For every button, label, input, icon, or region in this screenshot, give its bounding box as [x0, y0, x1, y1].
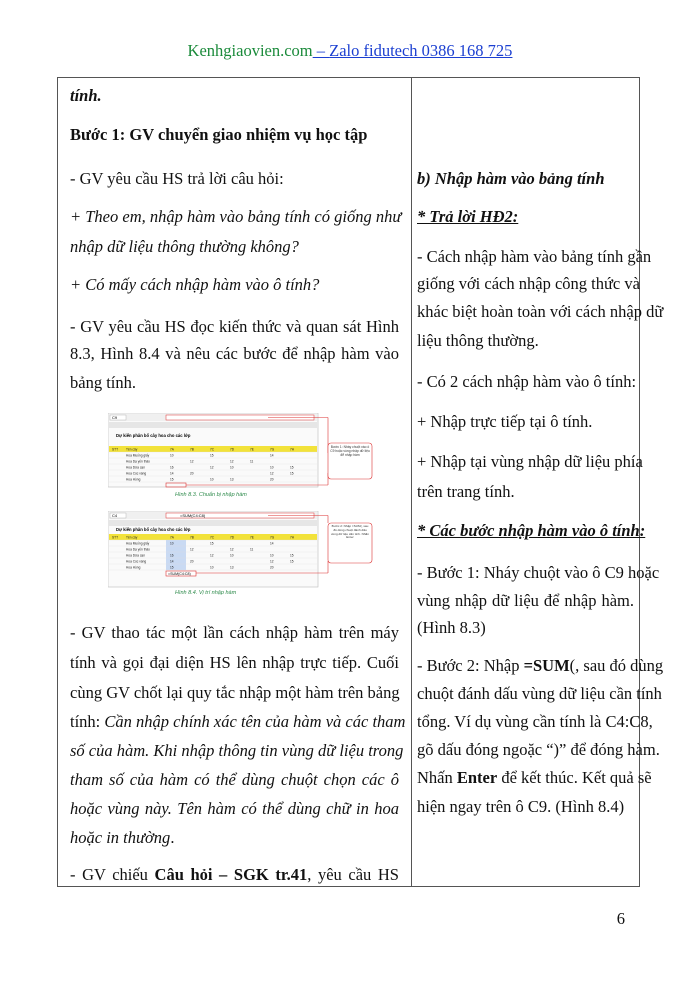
svg-text:7B: 7B: [190, 535, 194, 540]
svg-text:12: 12: [190, 459, 194, 464]
right-line: - Cách nhập hàm vào bảng tính gần: [417, 247, 652, 266]
right-line: [417, 656, 664, 676]
svg-text:20: 20: [270, 477, 274, 482]
steps-heading: * Các bước nhập hàm vào ô tính:: [417, 521, 646, 540]
left-line: + Có mấy cách nhập hàm vào ô tính?: [70, 275, 320, 294]
svg-text:16: 16: [170, 553, 174, 558]
svg-text:15: 15: [290, 471, 294, 476]
svg-text:12: 12: [230, 459, 234, 464]
right-line: khác biệt hoàn toàn với cách nhập dữ: [417, 302, 664, 321]
right-text: để kết thúc. Kết quả sẽ: [497, 768, 652, 787]
svg-text:10: 10: [270, 465, 274, 470]
svg-text:13: 13: [230, 477, 234, 482]
svg-text:15: 15: [170, 565, 174, 570]
right-line: hiện ngay trên ô C9. (Hình 8.4): [417, 797, 625, 816]
fig2-cell-formula: =SUM(C4:C8): [168, 572, 191, 576]
right-line: trên trang tính.: [417, 482, 515, 501]
fig1-namebox: C9: [112, 415, 118, 420]
fig2-callout: Bước 2: Nhập =SUM(, sau đó dùng chuột đánh dấu vùng dữ liệu cần tính. Nhấn Enter: [330, 525, 370, 540]
left-line: - GV yêu cầu HS trả lời câu hỏi:: [70, 169, 284, 188]
svg-text:20: 20: [270, 565, 274, 570]
left-line: [70, 865, 399, 885]
right-line: + Nhập trực tiếp tại ô tính.: [417, 412, 593, 431]
svg-text:Hoa Dừa cạn: Hoa Dừa cạn: [126, 465, 145, 470]
fig2-title: Dự kiến phân bổ cây hoa cho các lớp: [116, 527, 191, 532]
svg-text:Tên cây: Tên cây: [126, 535, 138, 540]
right-line: + Nhập tại vùng nhập dữ liệu phía: [417, 452, 643, 471]
svg-text:7G: 7G: [270, 447, 275, 452]
left-line: [70, 712, 406, 732]
svg-text:12: 12: [230, 547, 234, 552]
svg-text:14: 14: [270, 541, 274, 546]
svg-text:Hoa Cúc vàng: Hoa Cúc vàng: [126, 471, 147, 476]
svg-text:7C: 7C: [210, 447, 215, 452]
site-name[interactable]: Kenhgiaovien.com: [187, 41, 313, 60]
svg-text:20: 20: [190, 471, 194, 476]
step1-heading: Bước 1: GV chuyển giao nhiệm vụ học tập: [70, 125, 368, 144]
left-line: + Theo em, nhập hàm vào bảng tính có giống như: [70, 207, 402, 226]
svg-text:11: 11: [250, 547, 254, 552]
svg-text:7H: 7H: [290, 535, 295, 540]
svg-text:16: 16: [170, 465, 174, 470]
left-line: số của hàm. Khi nhập thông tin vùng dữ liệu trong: [70, 741, 404, 760]
right-text: (, sau đó dùng: [569, 656, 664, 675]
svg-text:13: 13: [230, 565, 234, 570]
right-line: [417, 768, 652, 788]
svg-text:7E: 7E: [250, 535, 254, 540]
svg-text:7H: 7H: [290, 447, 295, 452]
svg-text:Hoa Cúc vàng: Hoa Cúc vàng: [126, 559, 147, 564]
right-line: chuột đánh dấu vùng dữ liệu cần tính: [417, 684, 662, 703]
svg-text:10: 10: [210, 565, 214, 570]
svg-text:Hoa Dạ yến thảo: Hoa Dạ yến thảo: [126, 547, 150, 552]
svg-text:Hoa Muống giấy: Hoa Muống giấy: [126, 453, 150, 458]
left-line: tính và gọi đại diện HS lên nhập trực tiếp. Cuối: [70, 653, 399, 672]
svg-text:STT: STT: [112, 535, 119, 540]
svg-text:7D: 7D: [230, 535, 235, 540]
left-text: , yêu cầu HS: [307, 865, 399, 884]
page-number: 6: [616, 909, 625, 928]
svg-text:Hoa Hồng: Hoa Hồng: [126, 565, 141, 570]
svg-text:10: 10: [170, 453, 174, 458]
svg-text:10: 10: [210, 477, 214, 482]
svg-text:11: 11: [250, 459, 254, 464]
svg-text:7C: 7C: [210, 535, 215, 540]
left-text-italic: Cần nhập chính xác tên của hàm và các tham: [104, 712, 406, 731]
figure-8-3: [108, 413, 398, 515]
right-text-bold: =SUM: [523, 656, 570, 675]
left-line: tính.: [70, 86, 102, 105]
lesson-table: [57, 77, 664, 887]
left-text-italic: hoặc in thường: [70, 828, 171, 847]
right-line: liệu thông thường.: [417, 331, 539, 350]
right-text: - Bước 2: Nhập: [417, 656, 524, 675]
fig2-namebox: C4: [112, 513, 118, 518]
svg-text:7A: 7A: [170, 447, 174, 452]
contact-link[interactable]: Zalo fidutech 0386 168 725: [329, 41, 513, 60]
section-b-heading: b) Nhập hàm vào bảng tính: [417, 169, 605, 188]
svg-text:7E: 7E: [250, 447, 254, 452]
left-line: - GV yêu cầu HS đọc kiến thức và quan sát Hình: [70, 317, 399, 336]
fig2-formula-bar: =SUM(C4:C8): [180, 513, 206, 518]
svg-text:15: 15: [290, 559, 294, 564]
svg-text:10: 10: [230, 465, 234, 470]
svg-text:15: 15: [170, 477, 174, 482]
fig2-caption: Hình 8.4. Vị trí nhập hàm: [175, 590, 237, 596]
svg-text:STT: STT: [112, 447, 119, 452]
svg-text:7D: 7D: [230, 447, 235, 452]
answer-hd2-heading: * Trả lời HĐ2:: [417, 207, 519, 226]
svg-text:15: 15: [290, 553, 294, 558]
fig1-title: Dự kiến phân bổ cây hoa cho các lớp: [116, 433, 191, 438]
svg-text:10: 10: [170, 541, 174, 546]
svg-text:14: 14: [170, 471, 174, 476]
svg-text:12: 12: [270, 471, 274, 476]
fig1-caption: Hình 8.3. Chuẩn bị nhập hàm: [175, 492, 247, 498]
svg-text:12: 12: [210, 465, 214, 470]
left-line: hoặc vùng này. Tên hàm có thể dùng chữ in hoa: [70, 799, 399, 818]
left-text: tính:: [70, 712, 105, 731]
svg-text:12: 12: [190, 547, 194, 552]
svg-text:7G: 7G: [270, 535, 275, 540]
left-line: [70, 828, 399, 848]
right-text-bold: Enter: [456, 768, 498, 787]
header-separator: –: [312, 41, 330, 60]
right-line: - Có 2 cách nhập hàm vào ô tính:: [417, 372, 637, 391]
right-line: vùng nhập dữ liệu để nhập hàm.: [417, 591, 634, 610]
svg-text:15: 15: [210, 453, 214, 458]
page-header: [0, 41, 700, 61]
svg-text:14: 14: [270, 453, 274, 458]
svg-text:20: 20: [190, 559, 194, 564]
svg-text:Hoa Muống giấy: Hoa Muống giấy: [126, 541, 150, 546]
left-line: 8.3, Hình 8.4 và nêu các bước để nhập hàm vào: [70, 344, 399, 363]
svg-text:7B: 7B: [190, 447, 194, 452]
svg-text:12: 12: [210, 553, 214, 558]
svg-text:15: 15: [210, 541, 214, 546]
right-line: giống với cách nhập công thức và: [417, 274, 640, 293]
svg-text:10: 10: [270, 553, 274, 558]
left-line: bảng tính.: [70, 373, 136, 392]
svg-text:Tên cây: Tên cây: [126, 447, 138, 452]
svg-text:Hoa Dừa cạn: Hoa Dừa cạn: [126, 553, 145, 558]
right-line: tổng. Ví dụ vùng cần tính là C4:C8,: [417, 712, 653, 731]
svg-text:Hoa Hồng: Hoa Hồng: [126, 477, 141, 482]
svg-text:7A: 7A: [170, 535, 174, 540]
right-line: (Hình 8.3): [417, 618, 486, 637]
svg-text:10: 10: [230, 553, 234, 558]
svg-text:12: 12: [270, 559, 274, 564]
svg-text:14: 14: [170, 559, 174, 564]
left-line: nhập dữ liệu thông thường không?: [70, 237, 299, 256]
column-divider: [411, 78, 412, 886]
left-line: cùng GV chốt lại quy tắc nhập một hàm trên bảng: [70, 683, 400, 702]
right-line: - Bước 1: Nháy chuột vào ô C9 hoặc: [417, 563, 660, 582]
figure-8-4: [108, 511, 398, 599]
fig1-callout: Bước 1: Nháy chuột vào ô C9 hoặc vùng nhập dữ liệu để nhập hàm: [330, 445, 370, 457]
left-line: - GV thao tác một lần cách nhập hàm trên máy: [70, 623, 399, 642]
right-text: Nhấn: [417, 768, 457, 787]
left-line: tham số của hàm có thể dùng chuột chọn các ô: [70, 770, 399, 789]
svg-text:15: 15: [290, 465, 294, 470]
right-line: gõ dấu đóng ngoặc “)” để đóng hàm.: [417, 740, 660, 759]
left-text: .: [170, 828, 175, 847]
left-text-bold: Câu hỏi – SGK tr.41: [154, 865, 308, 884]
left-text: - GV chiếu: [70, 865, 155, 884]
svg-text:Hoa Dạ yến thảo: Hoa Dạ yến thảo: [126, 459, 150, 464]
